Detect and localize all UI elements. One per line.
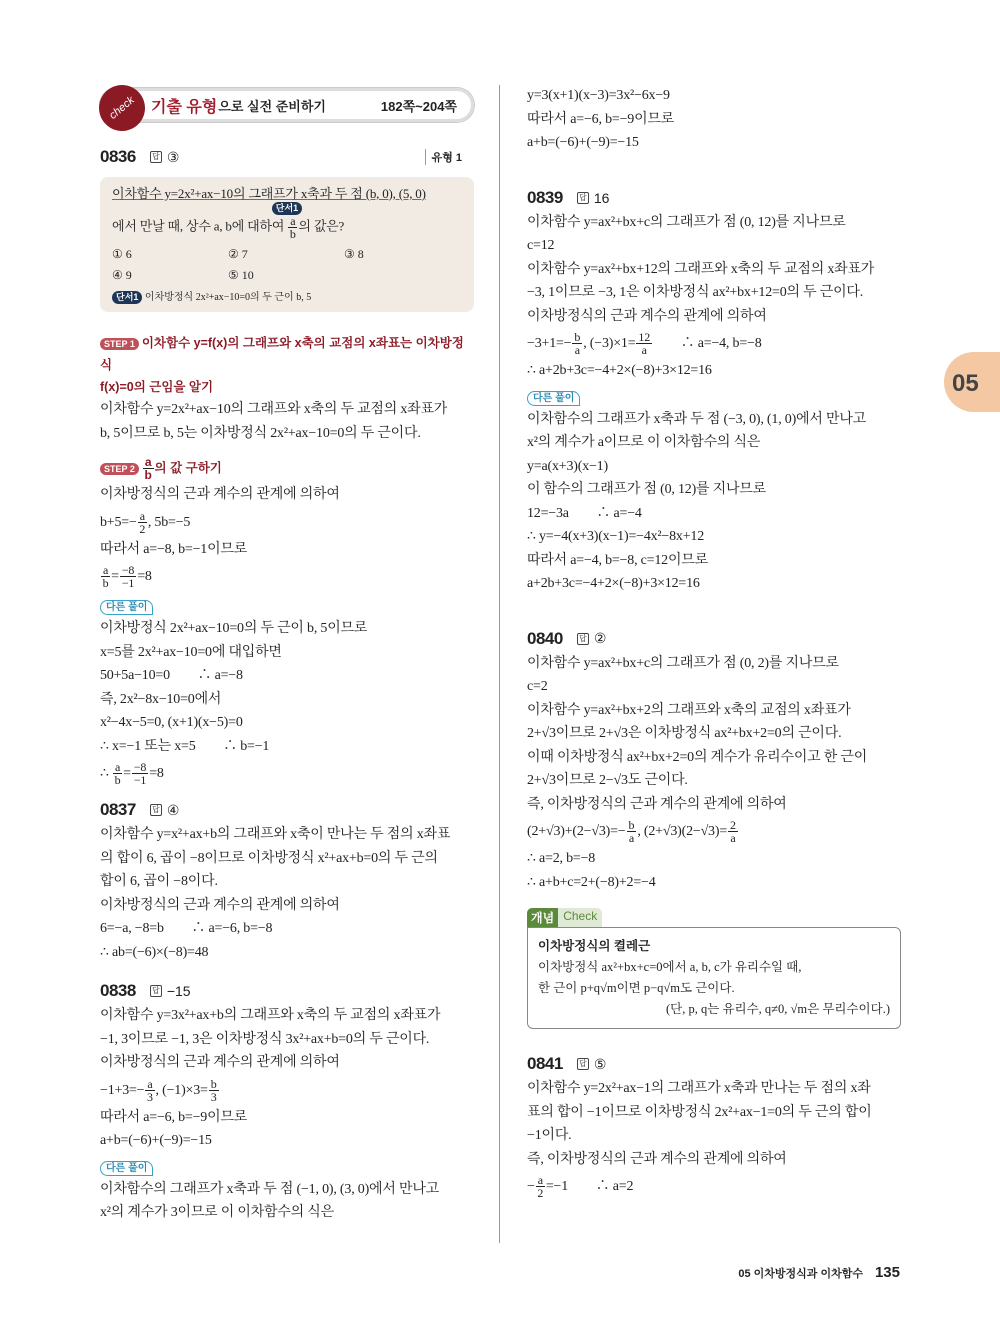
answer-icon: 답: [150, 804, 162, 816]
text-line: 따라서 a=−6, b=−9이므로: [527, 111, 675, 127]
problem-heading-0841: [527, 1051, 901, 1077]
text-line: y=a(x+3)(x−1): [527, 458, 608, 474]
text-line: 50+5a−10=0 ∴ a=−8: [100, 668, 243, 683]
page-footer: [738, 1264, 900, 1281]
fraction: $\frac{a}{b}$: [144, 455, 152, 483]
text-line: b+5=− $\frac{a}{2}$ , 5b=−5: [100, 508, 191, 536]
text-line: c=2: [527, 679, 548, 694]
text-line: 이차방정식의 근과 계수의 관계에 의하여: [100, 897, 340, 913]
answer-icon: 답: [577, 633, 589, 645]
text-line: x²−4x−5=0, (x+1)(x−5)=0: [100, 715, 243, 730]
text-line: ∴ x=−1 또는 x=5 ∴ b=−1: [100, 738, 270, 754]
text-line: 이차함수 y=2x²+ax−10의 그래프와 x축의 두 교점의 x좌표가: [100, 402, 448, 417]
text-line: 이차방정식의 근과 계수의 관계에 의하여: [100, 487, 340, 502]
text-line: −1, 3이므로 −1, 3은 이차방정식 3x²+ax+b=0의 두 근이다.: [100, 1031, 430, 1047]
text-line: a+b=(−6)+(−9)=−15: [100, 1133, 212, 1148]
answer-icon: 답: [577, 192, 589, 204]
problem-heading-0836: [100, 144, 474, 170]
fraction: $\frac{-8}{-1}$: [133, 760, 147, 788]
step-badge: STEP 2: [100, 463, 139, 475]
text-line: 따라서 a=−8, b=−1이므로: [100, 541, 248, 557]
problem-line: 이차함수 y=2x²+ax−10의 그래프가 x축과 두 점 (b, 0), (5, 0): [112, 186, 426, 201]
text-line: 이차함수의 그래프가 x축과 두 점 (−3, 0), (1, 0)에서 만나고: [527, 411, 866, 427]
hint-badge: 단서1: [112, 291, 142, 304]
text-line: x²의 계수가 a이므로 이 이차함수의 식은: [527, 435, 761, 450]
step-badge: STEP 1: [100, 338, 139, 350]
answer-icon: 답: [150, 151, 162, 163]
text-line: 합이 6, 곱이 −8이다.: [100, 874, 218, 889]
text-line: 이차함수 y=x²+ax+b의 그래프와 x축이 만나는 두 점의 x좌표: [100, 827, 451, 842]
banner-title-highlight: 기출 유형: [151, 98, 218, 116]
answer: ②: [593, 630, 607, 646]
text-line: 따라서 a=−6, b=−9이므로: [100, 1109, 248, 1125]
answer-icon: 답: [150, 985, 162, 997]
text-line: x=5를 2x²+ax−10=0에 대입하면: [100, 644, 282, 660]
text-line: 이차함수 y=ax²+bx+c의 그래프가 점 (0, 2)를 지나므로: [527, 655, 839, 671]
text-line: 즉, 이차방정식의 근과 계수의 관계에 의하여: [527, 1151, 787, 1167]
choice-5: ⑤ 10: [228, 268, 254, 282]
answer-icon: 답: [577, 1058, 589, 1070]
text-line: ∴ a+b+c=2+(−8)+2=−4: [527, 874, 656, 890]
alternative-solution-label: 다른 풀이: [100, 1161, 153, 1176]
hint-note: [112, 288, 462, 304]
hint-text: 이차방정식 2x²+ax−10=0의 두 근이 b, 5: [144, 292, 312, 303]
fraction: $\frac{b}{a}$: [574, 330, 581, 358]
page-number: 135: [874, 1264, 900, 1281]
chapter-side-tab[interactable]: 05: [944, 352, 1000, 412]
problem-number: 0840: [527, 628, 563, 648]
fraction: $\frac{b}{a}$: [628, 818, 635, 846]
concept-line: 이차방정식 ax²+bx+c=0에서 a, b, c가 유리수일 때,: [538, 960, 802, 974]
text-line: 이차함수 y=ax²+bx+c의 그래프가 점 (0, 12)를 지나므로: [527, 214, 846, 230]
choice-2: ② 7: [228, 247, 248, 261]
fraction: $\frac{12}{a}$: [638, 330, 651, 358]
text-line: 2+√3이므로 2−√3도 근이다.: [527, 773, 688, 788]
column-divider: [499, 85, 500, 1243]
choice-4: ④ 9: [112, 268, 132, 282]
step-1-title-cont: f(x)=0의 근임을 알기: [100, 380, 214, 394]
text-line: 이차함수의 그래프가 x축과 두 점 (−1, 0), (3, 0)에서 만나고: [100, 1181, 439, 1197]
text-line: 이차함수 y=2x²+ax−1의 그래프가 x축과 만나는 두 점의 x좌: [527, 1081, 871, 1096]
text-line: 즉, 이차방정식의 근과 계수의 관계에 의하여: [527, 796, 787, 812]
fraction: $\frac{a}{b}$: [289, 214, 296, 241]
section-banner: [100, 88, 474, 122]
text-line: 이차함수 y=ax²+bx+2의 그래프와 x축의 교점의 x좌표가: [527, 702, 851, 718]
text-line: −1이다.: [527, 1128, 572, 1143]
problem-heading-0840: [527, 626, 901, 652]
step-text: $\frac{a}{b}$ 의 값 구하기: [144, 455, 222, 483]
text-line: 2+√3이므로 2+√3은 이차방정식 ax²+bx+2=0의 근이다.: [527, 726, 842, 741]
text-line: ∴ ab=(−6)×(−8)=48: [100, 944, 209, 960]
alternative-solution-label: 다른 풀이: [527, 391, 580, 406]
text-line: 즉, 2x²−8x−10=0에서: [100, 691, 222, 707]
hint-badge: 단서1: [272, 202, 302, 215]
problem-number: 0837: [100, 800, 136, 819]
problem-number: 0838: [100, 981, 136, 1000]
text-line: 표의 합이 −1이므로 이차방정식 2x²+ax−1=0의 두 근의 합이: [527, 1104, 872, 1120]
text-line: b, 5이므로 b, 5는 이차방정식 2x²+ax−10=0의 두 근이다.: [100, 425, 421, 441]
concept-title: 이차방정식의 켤레근: [538, 939, 651, 953]
text-line: −1+3=− $\frac{a}{3}$ , (−1)×3= $\frac{b}{3}$: [100, 1076, 217, 1104]
text-line: 이차방정식의 근과 계수의 관계에 의하여: [100, 1055, 340, 1070]
text-line: a+2b+3c=−4+2×(−8)+3×12=16: [527, 576, 700, 591]
text-line: ∴ a+2b+3c=−4+2×(−8)+3×12=16: [527, 363, 712, 378]
concept-check: [527, 908, 901, 1029]
problem-type: 유형 1: [425, 149, 462, 165]
choice-3: ③ 8: [344, 247, 364, 261]
text-line: − $\frac{a}{2}$ =−1 ∴ a=2: [527, 1173, 634, 1201]
text-line: 의 합이 6, 곱이 −8이므로 이차방정식 x²+ax+b=0의 두 근의: [100, 850, 438, 866]
problem-box: [100, 177, 474, 312]
step-text: 이차함수 y=f(x)의 그래프와 x축의 교점의 x좌표는 이차방정식: [100, 336, 464, 372]
problem-number: 0839: [527, 187, 563, 207]
fraction: $\frac{a}{b}$: [102, 563, 109, 591]
text-line: 12=−3a ∴ a=−4: [527, 505, 642, 521]
text-line: −3+1=− $\frac{b}{a}$ , (−3)×1= $\frac{12}{a}$ ∴ a=−4, b=−8: [527, 330, 762, 358]
check-badge: check: [90, 76, 155, 141]
text-line: 이차함수 y=ax²+bx+12의 그래프와 x축의 두 교점의 x좌표가: [527, 261, 875, 277]
text-line: y=3(x+1)(x−3)=3x²−6x−9: [527, 88, 670, 103]
text-line: ∴ y=−4(x+3)(x−1)=−4x²−8x+12: [527, 529, 705, 544]
text-line: 따라서 a=−4, b=−8, c=12이므로: [527, 552, 708, 568]
concept-tab-label: 개념: [527, 908, 558, 927]
text-line: c=12: [527, 238, 555, 253]
text-line: 이차함수 y=3x²+ax+b의 그래프와 x축의 두 교점의 x좌표가: [100, 1008, 441, 1023]
text-line: (2+√3)+(2−√3)=− $\frac{b}{a}$ , (2+√3)(2−√3)= $\frac{2}{a}$: [527, 818, 736, 846]
concept-line: 한 근이 p+q√m이면 p−q√m도 근이다.: [538, 981, 735, 995]
answer: 16: [593, 189, 610, 206]
fraction: $\frac{a}{b}$: [114, 760, 121, 788]
answer: ④: [166, 801, 180, 818]
concept-line: (단, p, q는 유리수, q≠0, √m은 무리수이다.): [666, 1002, 890, 1016]
text-line: 이차방정식의 근과 계수의 관계에 의하여: [527, 308, 767, 324]
step-1-title: [100, 332, 474, 376]
text-line: ∴ a=2, b=−8: [527, 851, 596, 866]
problem-heading-0839: [527, 185, 901, 211]
text-line: x²의 계수가 3이므로 이 이차함수의 식은: [100, 1205, 334, 1220]
problem-heading-0837: [100, 797, 474, 823]
concept-tab-text: Check: [563, 909, 598, 923]
step-2-title: [100, 453, 474, 483]
text-line: −3, 1이므로 −3, 1은 이차방정식 ax²+bx+12=0의 두 근이다.: [527, 285, 864, 300]
text-line: ∴ $\frac{a}{b}$ = $\frac{-8}{-1}$ =8: [100, 760, 164, 788]
choice-1: ① 6: [112, 247, 132, 261]
concept-tab: [527, 908, 602, 927]
problem-heading-0838: [100, 978, 474, 1004]
fraction: $\frac{b}{3}$: [210, 1076, 217, 1104]
fraction: $\frac{a}{3}$: [147, 1076, 153, 1104]
answer: −15: [166, 983, 191, 999]
text-line: 이때 이차방정식 ax²+bx+2=0의 계수가 유리수이고 한 근이: [527, 749, 868, 765]
fraction: $\frac{-8}{-1}$: [121, 563, 135, 591]
answer: ⑤: [593, 1055, 607, 1072]
banner-pages: 182쪽~204쪽: [380, 98, 457, 114]
problem-number: 0841: [527, 1054, 563, 1073]
answer: ③: [166, 148, 180, 165]
fraction: $\frac{a}{2}$: [139, 508, 146, 536]
fraction: $\frac{2}{a}$: [730, 818, 736, 846]
right-column: [527, 84, 901, 1202]
alternative-solution-label: 다른 풀이: [100, 600, 153, 615]
problem-number: 0836: [100, 147, 136, 166]
fraction: $\frac{a}{2}$: [537, 1173, 544, 1201]
problem-line: 에서 만날 때, 상수 a, b에 대하여 $\frac{a}{b}$ 의 값은?: [112, 214, 345, 241]
text-line: 이 함수의 그래프가 점 (0, 12)를 지나므로: [527, 482, 766, 497]
left-column: [100, 88, 474, 1225]
banner-title: 으로 실전 준비하기: [218, 98, 326, 114]
text-line: $\frac{a}{b}$ = $\frac{-8}{-1}$ =8: [102, 563, 152, 591]
footer-chapter: 05 이차방정식과 이차함수: [738, 1268, 863, 1280]
choices: [112, 244, 462, 286]
text-line: a+b=(−6)+(−9)=−15: [527, 135, 639, 150]
text-line: 6=−a, −8=b ∴ a=−6, b=−8: [100, 921, 273, 936]
concept-box: [527, 927, 901, 1029]
text-line: 이차방정식 2x²+ax−10=0의 두 근이 b, 5이므로: [100, 621, 368, 636]
